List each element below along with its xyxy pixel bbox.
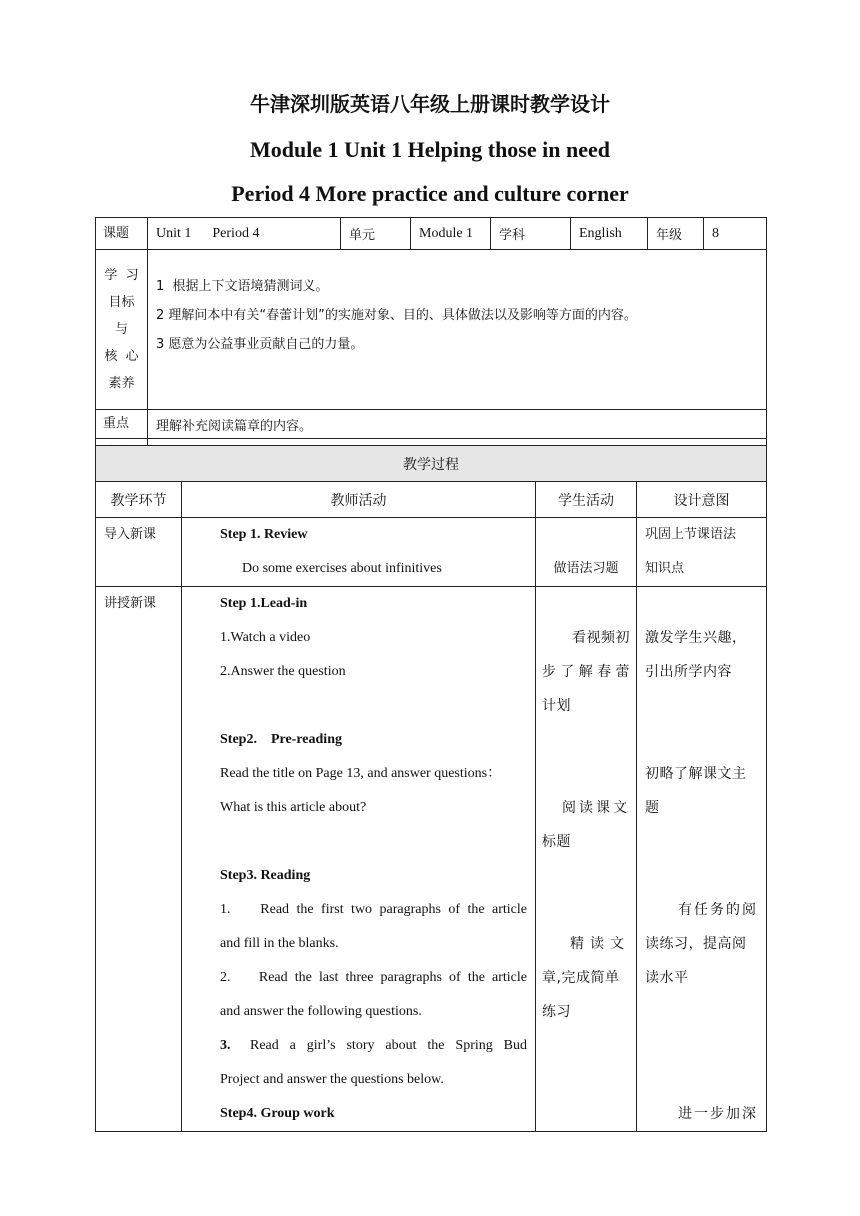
step-text: and fill in the blanks. [220, 936, 339, 951]
column-header: 教师活动 [182, 482, 536, 518]
student-activity-text: 做语法习题 [553, 561, 619, 576]
key-point-label: 重点 [96, 410, 148, 439]
student-activity-text: 计划 [542, 698, 571, 714]
document-subtitle: Period 4 More practice and culture corner [231, 181, 629, 206]
purpose-line: 读练习，提高阅 [645, 936, 747, 952]
goals-label-line: 学 习 [104, 268, 139, 283]
teacher-activity [182, 587, 536, 1132]
unit-value: Module 1 [411, 218, 491, 250]
info-row-basic [96, 218, 767, 250]
step-heading: Step 1. Review [220, 527, 308, 542]
student-activity-text: 练习 [542, 1004, 571, 1020]
column-header: 设计意图 [637, 482, 767, 518]
spacer-line [542, 859, 630, 893]
step-text: What is this article about? [220, 800, 367, 815]
purpose-line: 初略了解课文主 [645, 766, 747, 782]
student-activity-text: 标题 [542, 834, 571, 850]
step-text: 2. Read the last three paragraphs of the article [220, 970, 527, 985]
section-title: 教学过程 [96, 446, 767, 482]
step-text: 1. Read the first two paragraphs of the article [220, 902, 527, 917]
grade-label: 年级 [648, 218, 704, 250]
step-text: Read a girl’s story about the Spring Bud [250, 1038, 527, 1053]
spacer-line [645, 825, 758, 859]
subject-label: 学科 [491, 218, 571, 250]
student-activity-text: 看视频初 [572, 630, 630, 646]
purpose-line: 题 [645, 800, 660, 816]
goals-label [96, 250, 148, 410]
lesson-label: 课题 [96, 218, 148, 250]
document-title-cn: 牛津深圳版英语八年级上册课时教学设计 [250, 92, 610, 116]
teacher-activity [182, 518, 536, 587]
spacer-line [645, 1063, 758, 1097]
section-header-row [96, 446, 767, 482]
step-number: 3. [220, 1038, 231, 1053]
goals-label-line: 核 心 [104, 349, 139, 364]
spacer-line [645, 995, 758, 1029]
lesson-info-table [95, 217, 767, 468]
step-heading: Step3. Reading [220, 868, 311, 883]
stage-row-intro [96, 518, 767, 587]
purpose-line: 激发学生兴趣， [645, 630, 747, 646]
step-text: Project and answer the questions below. [220, 1072, 444, 1087]
spacer-line [645, 1029, 758, 1063]
column-header: 学生活动 [536, 482, 637, 518]
purpose-line: 有任务的阅 [678, 902, 758, 918]
step-text: 1.Watch a video [220, 630, 311, 645]
lesson-value: Unit 1 Period 4 [148, 218, 341, 250]
teaching-process-table [95, 445, 767, 1132]
goals-label-line: 与 [114, 322, 128, 337]
goal-item: 3 愿意为公益事业贡献自己的力量。 [156, 337, 364, 352]
column-header-row [96, 482, 767, 518]
purpose-line: 知识点 [645, 561, 685, 576]
column-header: 教学环节 [96, 482, 182, 518]
goals-content [148, 250, 767, 410]
step-text: 2.Answer the question [220, 664, 346, 679]
purpose-line: 进一步加深 [678, 1106, 758, 1122]
spacer-line [220, 825, 527, 859]
purpose-line: 引出所学内容 [645, 664, 732, 680]
key-point-value: 理解补充阅读篇章的内容。 [148, 410, 767, 439]
spacer-line [645, 587, 758, 621]
spacer-line [536, 518, 636, 552]
goals-label-line: 目标 [108, 295, 135, 310]
purpose-line: 读水平 [645, 970, 689, 986]
student-activity-text: 精读文 [570, 936, 630, 952]
spacer-line [645, 689, 758, 723]
spacer-line [542, 893, 630, 927]
spacer-line [542, 723, 630, 757]
spacer-line [645, 723, 758, 757]
info-row-goals [96, 250, 767, 410]
grade-value: 8 [704, 218, 767, 250]
spacer-line [542, 757, 630, 791]
student-activity [536, 518, 637, 587]
step-heading: Step4. Group work [220, 1106, 335, 1121]
step-heading: Step2. Pre-reading [220, 732, 342, 747]
step-item [220, 1029, 527, 1063]
student-activity-text: 步了解春蕾 [542, 664, 630, 680]
design-purpose [637, 518, 767, 587]
spacer-line [220, 689, 527, 723]
student-activity [536, 587, 637, 1132]
stage-name: 导入新课 [96, 518, 182, 587]
spacer-line [542, 587, 630, 621]
goal-item: 2 理解问本中有关“春蕾计划”的实施对象、目的、具体做法以及影响等方面的内容。 [156, 308, 637, 323]
subject-value: English [571, 218, 648, 250]
step-text: Read the title on Page 13, and answer questions： [220, 766, 502, 781]
step-text: Do some exercises about infinitives [242, 561, 442, 576]
student-activity-text: 章,完成简单 [542, 970, 620, 986]
design-purpose [637, 587, 767, 1132]
goals-label-line: 素养 [108, 376, 135, 391]
document-title-en: Module 1 Unit 1 Helping those in need [250, 137, 610, 162]
step-heading: Step 1.Lead-in [220, 596, 308, 611]
info-row-key [96, 410, 767, 439]
purpose-line: 巩固上节课语法 [645, 527, 737, 542]
goal-item: 1 根据上下文语境猜测词义。 [156, 279, 329, 294]
spacer-line [645, 859, 758, 893]
step-text: and answer the following questions. [220, 1004, 422, 1019]
stage-name: 讲授新课 [96, 587, 182, 1132]
unit-label: 单元 [341, 218, 411, 250]
student-activity-text: 阅读课文 [562, 800, 630, 816]
stage-row-new-lesson [96, 587, 767, 1132]
